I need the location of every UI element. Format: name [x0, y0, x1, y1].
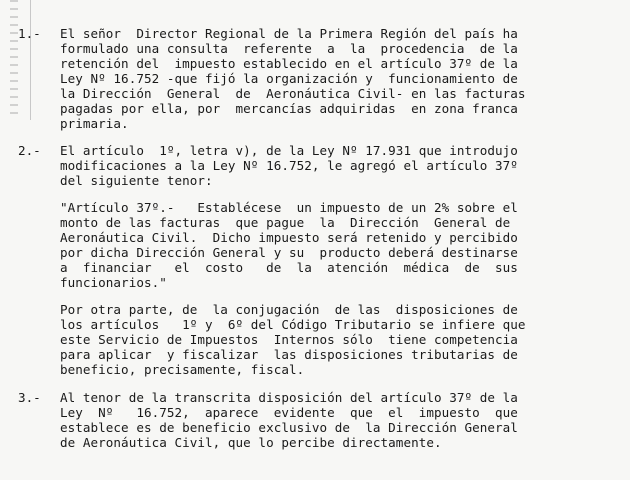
quote-line: por dicha Dirección General y su producto deberá destinarse: [60, 245, 518, 260]
section-1-line: la Dirección General de Aeronáutica Civil- en las facturas: [60, 86, 526, 101]
quote-line: monto de las facturas que pague la Dirección General de: [60, 215, 511, 230]
section-2-paragraph-line: los artículos 1º y 6º del Código Tributario se infiere que: [60, 317, 526, 332]
quote-line: a financiar el costo de la atención médica de sus: [60, 260, 518, 275]
section-1-line: primaria.: [60, 116, 129, 131]
section-2-line: modificaciones a la Ley Nº 16.752, le agregó el artículo 37º: [60, 158, 518, 173]
section-1-line: Ley Nº 16.752 -que fijó la organización y funcionamiento de: [60, 71, 518, 86]
section-2-line: El artículo 1º, letra v), de la Ley Nº 17.931 que introdujo: [60, 143, 518, 158]
section-3-number: 3.-: [18, 390, 41, 405]
section-2-line: del siguiente tenor:: [60, 173, 213, 188]
section-2-number: 2.-: [18, 143, 41, 158]
section-1-line: El señor Director Regional de la Primera Región del país ha: [60, 26, 518, 41]
section-3-line: de Aeronáutica Civil, que lo percibe directamente.: [60, 435, 442, 450]
section-2-paragraph-line: este Servicio de Impuestos Internos sólo tiene competencia: [60, 332, 518, 347]
section-1-line: retención del impuesto establecido en el artículo 37º de la: [60, 56, 518, 71]
scan-margin-mark: [0, 0, 31, 120]
section-1-line: pagadas por ella, por mercancías adquiridas en zona franca: [60, 101, 518, 116]
quote-line: "Artículo 37º.- Establécese un impuesto de un 2% sobre el: [60, 200, 518, 215]
section-1-number: 1.-: [18, 26, 41, 41]
quote-line: Aeronáutica Civil. Dicho impuesto será retenido y percibido: [60, 230, 518, 245]
section-1-line: formulado una consulta referente a la procedencia de la: [60, 41, 518, 56]
quote-line: funcionarios.": [60, 275, 167, 290]
section-3-line: establece es de beneficio exclusivo de la Dirección General: [60, 420, 518, 435]
section-3-line: Al tenor de la transcrita disposición del artículo 37º de la: [60, 390, 518, 405]
section-2-paragraph-line: Por otra parte, de la conjugación de las disposiciones de: [60, 302, 518, 317]
section-3-line: Ley Nº 16.752, aparece evidente que el impuesto que: [60, 405, 518, 420]
section-2-paragraph-line: beneficio, precisamente, fiscal.: [60, 362, 305, 377]
section-2-paragraph-line: para aplicar y fiscalizar las disposiciones tributarias de: [60, 347, 518, 362]
